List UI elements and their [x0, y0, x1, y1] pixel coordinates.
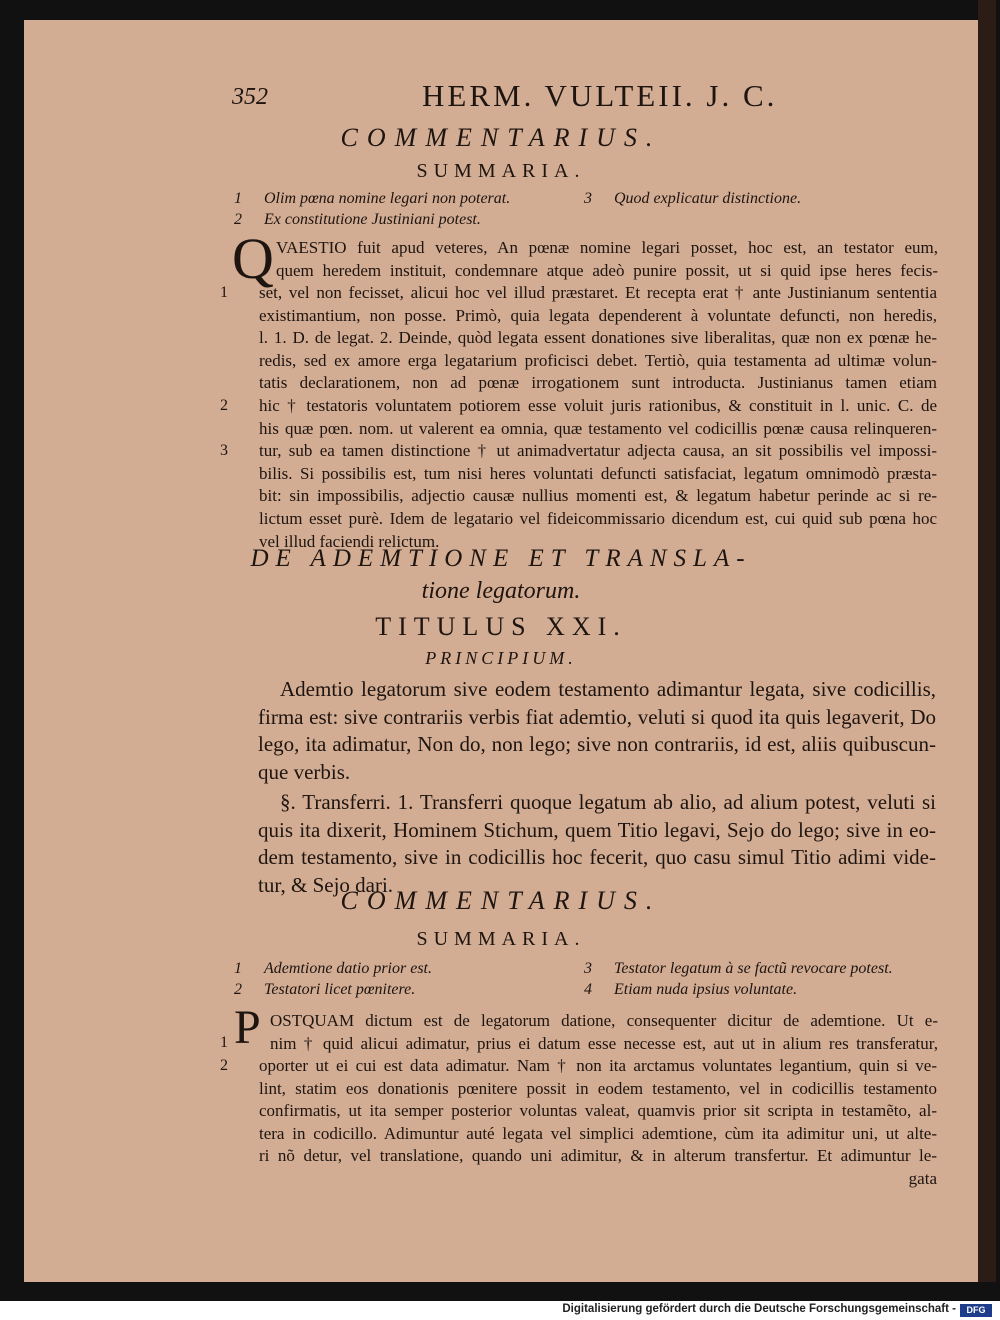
commentary-title: COMMENTARIUS.	[340, 886, 662, 915]
summary-item: 3 Quod explicatur distinctione.	[584, 190, 802, 207]
catchword: gata	[908, 1169, 937, 1188]
text-line: bit: sin impossibilis, adjectio causæ nullius momenti est, & legatum habetur perinde ac si re-	[259, 486, 937, 506]
title-line-1: DE ADEMTIONE ET TRANSLA-	[250, 545, 752, 572]
commentary-text	[270, 1010, 938, 1055]
principium-heading: PRINCIPIUM.	[425, 648, 577, 668]
text-line: set, vel non fecisset, alicui hoc vel illud præstaret. Et recepta erat † ante Justinianum sententia	[259, 283, 937, 302]
text-line: lego, ita adimatur, Non do, non lego; sive non contrariis, id est, aliis quibuscun-	[258, 732, 936, 756]
text-line: §. Transferri. 1. Transferri quoque legatum ab alio, ad alium potest, veluti si	[280, 790, 936, 814]
running-head: HERM. VULTEII. J. C.	[422, 78, 778, 113]
margin-number: 2	[220, 1057, 228, 1074]
text-line: VAESTIO fuit apud veteres, An pœnæ nomine legari posset, hoc est, an testator eum,	[276, 238, 938, 257]
dfg-logo[interactable]: DFG	[960, 1304, 992, 1317]
text-line: redis, sed ex amore erga legatarium proficisci debet. Tertiò, quia testamenta ad ultimæ volun-	[259, 350, 937, 370]
text-line: dem testamento, sive in codicillis hoc fecerit, quo casu simul Titio adimi vide-	[258, 845, 936, 869]
text-line: Ademtio legatorum sive eodem testamento adimantur legata, sive codicillis,	[280, 677, 936, 701]
summary-item: 3 Testator legatum à se factũ revocare potest.	[584, 960, 893, 977]
text-line: tur, sub ea tamen distinctione † ut animadvertatur adjecta causa, an sit possibilis vel impossi-	[259, 441, 937, 461]
text-line: confirmatis, ut ita semper posterior voluntas valeat, quamvis prior sit scripta in testamẽto, al-	[259, 1101, 937, 1121]
summary-item: 2 Testatori licet pœnitere.	[234, 981, 416, 998]
book-page	[24, 20, 978, 1282]
commentary-text	[276, 237, 938, 282]
text-line: tur, & Sejo dari.	[258, 872, 394, 897]
footer-bar	[0, 1301, 1000, 1320]
text-line: l. 1. D. de legat. 2. Deinde, quòd legata essent donationes sive liberalitas, quæ non ex pœnæ he-	[259, 328, 937, 348]
book-edge	[978, 0, 996, 1282]
text-line: OSTQUAM dictum est de legatorum datione, consequenter dicitur de ademtione. Ut e-	[270, 1011, 938, 1030]
transferri-text	[258, 789, 936, 899]
text-line: tatis declarationem, non ad pœnæ irrogationem sunt introducta. Justinianus tamen etiam	[259, 373, 937, 393]
commentary-text	[259, 1055, 937, 1168]
text-line: his quæ pœn. nom. ut valerent ea omnia, quæ testamento vel codicillis pœnæ causa relinqueren-	[259, 418, 937, 438]
titulus-heading: TITULUS XXI.	[375, 612, 627, 641]
commentary-text	[259, 282, 937, 553]
text-line: quis ita dixerit, Hominem Stichum, quem Titio legavi, Sejo do lego; sive in eo-	[258, 817, 936, 842]
summary-item: 1 Ademtione datio prior est.	[234, 960, 432, 977]
drop-cap: P	[234, 1001, 261, 1054]
drop-cap: Q	[232, 226, 274, 291]
page-header	[24, 78, 978, 122]
text-line: ri nõ detur, vel translatione, quando uni adimitur, & in alterum transfertur. Et adimuntur le-	[259, 1146, 937, 1166]
title-line-2: tione legatorum.	[421, 578, 581, 604]
margin-number: 3	[220, 442, 228, 459]
page-number: 352	[232, 84, 268, 110]
margin-number: 1	[220, 1034, 228, 1051]
margin-number: 2	[220, 397, 228, 414]
text-line: firma est: sive contrariis verbis fiat ademtio, veluti si quod ita quis legaverit, Do	[258, 704, 936, 729]
text-line: lictum esset purè. Idem de legatario vel fideicommissario dicendum est, cui quid sub pœna hoc	[259, 508, 937, 528]
text-line: que verbis.	[258, 759, 351, 784]
text-line: nim † quid alicui adimatur, prius ei datum esse necesse est, aut ut in alium res transferatur,	[270, 1033, 938, 1053]
text-line: hic † testatoris voluntatem potiorem esse voluit juris rationibus, & constituit in l. unic. C. de	[259, 395, 937, 415]
text-line: bilis. Si possibilis est, tum nisi heres voluntati defuncti satisfaciat, legatum omnimodò præsta-	[259, 463, 937, 483]
summaria-heading: SUMMARIA.	[416, 160, 586, 182]
text-line: quem heredem instituit, condemnare atque adeò punire possit, ut si quid ipse heres fecis-	[276, 260, 938, 280]
margin-number: 1	[220, 284, 228, 301]
text-line: oporter ut ei cui est data adimatur. Nam † non ita arctamus voluntates legantium, quin si ve-	[259, 1056, 937, 1075]
commentary-title: COMMENTARIUS.	[340, 123, 662, 152]
text-line: existimantium, non posse. Primò, quia legata dependerent à voluntate defuncti, non heredis,	[259, 305, 937, 325]
summaria-heading: SUMMARIA.	[416, 928, 586, 950]
summary-item: 2 Ex constitutione Justiniani potest.	[234, 211, 481, 228]
text-line: tera in codicillo. Adimuntur auté legata vel simplici ademtione, cùm ita adimitur uni, ut alte-	[259, 1123, 937, 1143]
summary-item: 1 Olim pœna nomine legari non poterat.	[234, 190, 511, 207]
principium-text	[258, 676, 936, 786]
text-line: vel illud faciendi relictum.	[259, 531, 440, 551]
funding-notice: Digitalisierung gefördert durch die Deutsche Forschungsgemeinschaft -	[562, 1303, 956, 1315]
summary-item: 4 Etiam nuda ipsius voluntate.	[584, 981, 798, 998]
text-line: lint, statim eos donationis pœnitere possit in eodem testamento, vel in codicillis testamento	[259, 1078, 937, 1098]
